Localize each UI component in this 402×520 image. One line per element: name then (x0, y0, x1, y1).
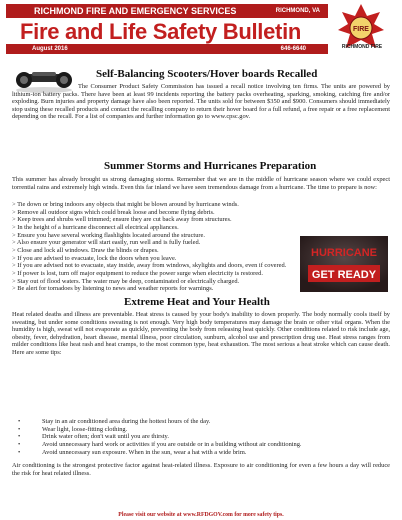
list-item: > Keep trees and shrubs well trimmed; ensure they are cut back away from structures. (12, 216, 232, 224)
footer-website-note: Please visit our website at www.RFDGOV.com for more safety tips. (118, 512, 284, 518)
hurricane-label: HURRICANE (311, 247, 377, 259)
org-bar (6, 4, 328, 18)
bullet-text: Wear light, loose-fitting clothing. (42, 425, 128, 433)
get-ready-label: GET READY (311, 269, 377, 281)
list-item: > Remove all outdoor signs which could break loose and become flying debris. (12, 208, 215, 216)
list-item: > Be alert for tornadoes by listening to news and weather reports for warnings. (12, 285, 214, 293)
recall-heading: Self-Balancing Scooters/Hover boards Recalled (96, 68, 318, 80)
bullet-symbol: • (18, 425, 21, 433)
list-item (12, 433, 302, 441)
storms-heading: Summer Storms and Hurricanes Preparation (104, 160, 317, 172)
bullet-text: Stay in an air conditioned area during the hottest hours of the day. (42, 418, 211, 425)
bullet-text: Avoid unnecessary hard work or activities if you are outside or in a building without air conditioning. (42, 441, 302, 449)
org-name: RICHMOND FIRE AND EMERGENCY SERVICES (34, 6, 237, 16)
bullet-symbol: • (18, 418, 21, 425)
list-item (12, 418, 302, 426)
heat-heading: Extreme Heat and Your Health (124, 296, 270, 308)
recall-body: The Consumer Product Safety Commission has issued a recall notice involving ten firms. The units are powered by lithium-ion battery packs. There have been at least 99 incidents reporting the battery packs overheating, sparking, smoking, catching fire and/or exploding. Burn injuries and property damage have also been reported. The units sold for between $350 and $900. Consumers should immediately stop using these recalled products and contact the recalling company to return their hover board for a full refund, a free repair or a free replacement depending on the recall. For a list of companies and further information go to www.cpsc.gov. (12, 83, 390, 121)
list-item: > Close and lock all windows. Draw the blinds or drapes. (12, 246, 159, 254)
list-item: > Also ensure your generator will start easily, run well and is fully fueled. (12, 239, 201, 247)
storm-tips-list (12, 201, 286, 293)
bullet-text: Drink water often; don't wait until you are thirsty. (42, 433, 169, 441)
list-item: > Tie down or bring indoors any objects that might be blown around by hurricane winds. (12, 201, 239, 208)
bullet-symbol: • (18, 448, 21, 456)
list-item (12, 441, 302, 449)
list-item: > If you are advised not to evacuate, stay inside, away from windows, skylights and doors, even if covered. (12, 262, 287, 270)
bullet-symbol: • (18, 441, 21, 449)
list-item: > If power is lost, turn off major equipment to reduce the power surge when electricity is restored. (12, 269, 263, 277)
list-item: > Ensure you have several working flashlights located around the structure. (12, 231, 205, 239)
list-item (12, 426, 302, 434)
logo-text: FIRE (353, 26, 369, 33)
list-item: > If you are advised to evacuate, lock the doors when you leave. (12, 254, 177, 262)
storms-intro: This summer has already brought us strong damaging storms. Remember that we are in the middle of hurricane season where we could expect torrential rains and extremely high winds. Even this far inland we have seen tremendous damage from a hurricane. The time to prepare is now: (12, 176, 390, 191)
heat-body: Heat related deaths and illness are preventable. Heat stress is caused by your body's inability to down properly. The body normally cools itself by sweating, but under some conditions sweating is not enough. Very high body temperatures may damage the brain or other vital organs. When the humidity is high, sweat will not evaporate as quickly, preventing the body from releasing heat quickly. Other conditions related to risk include age, obesity, fever, dehydration, heart disease, mental illness, poor circulation, sunburn, alcohol use and prescription drug use. Heat stress ranges from milder conditions like heat rash and heat cramps, to the most common type, heat exhaustion. The most serious a heat stroke which can cause death. Here are some tips: (12, 311, 390, 356)
bullet-symbol: • (18, 433, 21, 441)
issue-date: August 2016 (32, 46, 68, 52)
city-name: RICHMOND, VA (275, 8, 320, 14)
list-item (12, 449, 302, 457)
hurricane-image (300, 236, 388, 292)
date-bar (6, 44, 328, 54)
list-item: > Stay out of flood waters. The water may be deep, contaminated or electrically charged. (12, 277, 240, 285)
masthead (0, 0, 402, 60)
bulletin-title: Fire and Life Safety Bulletin (20, 19, 302, 44)
logo-caption: RICHMOND FIRE (341, 44, 383, 50)
phone-number: 646-6640 (280, 46, 306, 52)
bullet-text: Avoid unnecessary sun exposure. When in the sun, wear a hat with a wide brim. (42, 448, 247, 456)
list-item: > In the height of a hurricane disconnect all electrical appliances. (12, 223, 179, 231)
heat-tips-list (12, 418, 302, 457)
heat-closing: Air conditioning is the strongest protective factor against heat-related illness. Exposure to air conditioning for even a few hours a day will reduce the risk for heat related illness. (12, 462, 390, 477)
